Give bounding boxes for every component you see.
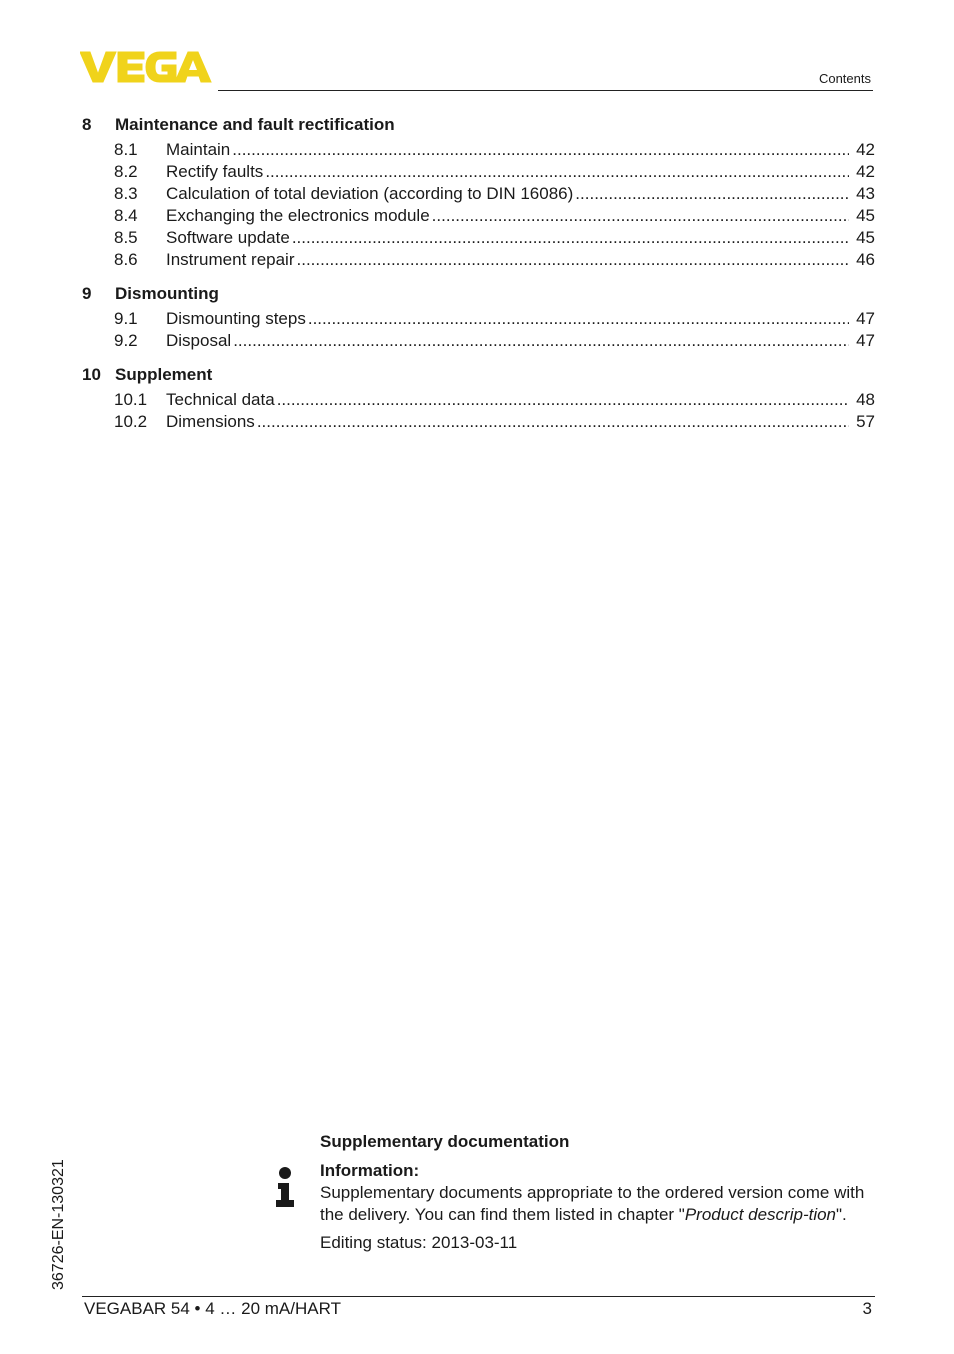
document-code: 36726-EN-130321	[50, 1159, 67, 1290]
entry-page: 42	[856, 140, 875, 159]
entry-title: Software update	[166, 228, 290, 247]
toc-entry[interactable]	[82, 389, 875, 411]
entry-page: 42	[856, 162, 875, 181]
chapter-title: Supplement	[115, 365, 213, 384]
entry-page: 45	[856, 206, 875, 225]
footer-product: VEGABAR 54 • 4 … 20 mA/HART	[84, 1299, 341, 1318]
entry-page: 45	[856, 228, 875, 247]
entry-number: 9.1	[114, 309, 138, 328]
entry-number: 9.2	[114, 331, 138, 350]
entry-title: Rectify faults	[166, 162, 264, 181]
information-text	[320, 1182, 875, 1226]
toc-entry[interactable]	[82, 139, 875, 161]
entry-number: 8.2	[114, 162, 138, 181]
entry-number: 8.1	[114, 140, 138, 159]
toc-chapter	[82, 283, 875, 352]
entry-number: 8.3	[114, 184, 138, 203]
editing-status: Editing status: 2013-03-11	[320, 1233, 518, 1252]
toc-entry[interactable]	[82, 227, 875, 249]
chapter-heading[interactable]	[82, 114, 875, 136]
toc-entry[interactable]	[82, 330, 875, 352]
entry-title: Exchanging the electronics module	[166, 206, 430, 225]
entry-title: Technical data	[166, 390, 275, 409]
dot-leader	[432, 205, 849, 227]
entry-page: 47	[856, 331, 875, 350]
entry-page: 47	[856, 309, 875, 328]
entry-number: 8.5	[114, 228, 138, 247]
entry-number: 8.4	[114, 206, 138, 225]
chapter-reference: Product descrip-tion	[684, 1205, 837, 1224]
chapter-title: Dismounting	[115, 284, 219, 303]
information-text-part: Supplementary documents appropriate to the ordered version come with the delivery. You can find them listed in chapter "	[320, 1183, 865, 1224]
vega-logo	[80, 50, 212, 84]
chapter-number: 9	[82, 284, 92, 303]
entry-title: Maintain	[166, 140, 231, 159]
dot-leader	[297, 249, 850, 271]
dot-leader	[308, 308, 849, 330]
chapter-title: Maintenance and fault rectification	[115, 115, 395, 134]
dot-leader	[575, 183, 849, 205]
toc-chapter	[82, 364, 875, 433]
dot-leader	[257, 411, 849, 433]
header-section-label: Contents	[818, 71, 871, 86]
header-rule	[218, 90, 873, 91]
entry-page: 57	[856, 412, 875, 431]
supplementary-documentation	[320, 1131, 875, 1254]
chapter-number: 8	[82, 115, 92, 134]
dot-leader	[232, 139, 849, 161]
entry-title: Instrument repair	[166, 250, 295, 269]
table-of-contents	[82, 114, 875, 445]
entry-number: 10.2	[114, 412, 148, 431]
toc-entry[interactable]	[82, 205, 875, 227]
toc-entry[interactable]	[82, 411, 875, 433]
footer-rule	[82, 1296, 875, 1297]
entry-number: 10.1	[114, 390, 148, 409]
dot-leader	[233, 330, 849, 352]
chapter-heading[interactable]	[82, 364, 875, 386]
entry-page: 43	[856, 184, 875, 203]
chapter-heading[interactable]	[82, 283, 875, 305]
dot-leader	[277, 389, 849, 411]
entry-number: 8.6	[114, 250, 138, 269]
dot-leader	[292, 227, 849, 249]
supplementary-heading: Supplementary documentation	[320, 1132, 570, 1151]
toc-chapter	[82, 114, 875, 271]
entry-title: Dimensions	[166, 412, 255, 431]
toc-entry[interactable]	[82, 308, 875, 330]
info-icon	[274, 1166, 296, 1208]
entry-page: 48	[856, 390, 875, 409]
page-number: 3	[862, 1299, 872, 1318]
entry-title: Dismounting steps	[166, 309, 306, 328]
information-text-part: ".	[836, 1205, 847, 1224]
toc-entry[interactable]	[82, 183, 875, 205]
entry-page: 46	[856, 250, 875, 269]
chapter-number: 10	[82, 365, 101, 384]
toc-entry[interactable]	[82, 161, 875, 183]
information-label: Information:	[320, 1161, 420, 1180]
toc-entry[interactable]	[82, 249, 875, 271]
entry-title: Disposal	[166, 331, 232, 350]
dot-leader	[265, 161, 849, 183]
entry-title: Calculation of total deviation (according to DIN 16086)	[166, 184, 574, 203]
